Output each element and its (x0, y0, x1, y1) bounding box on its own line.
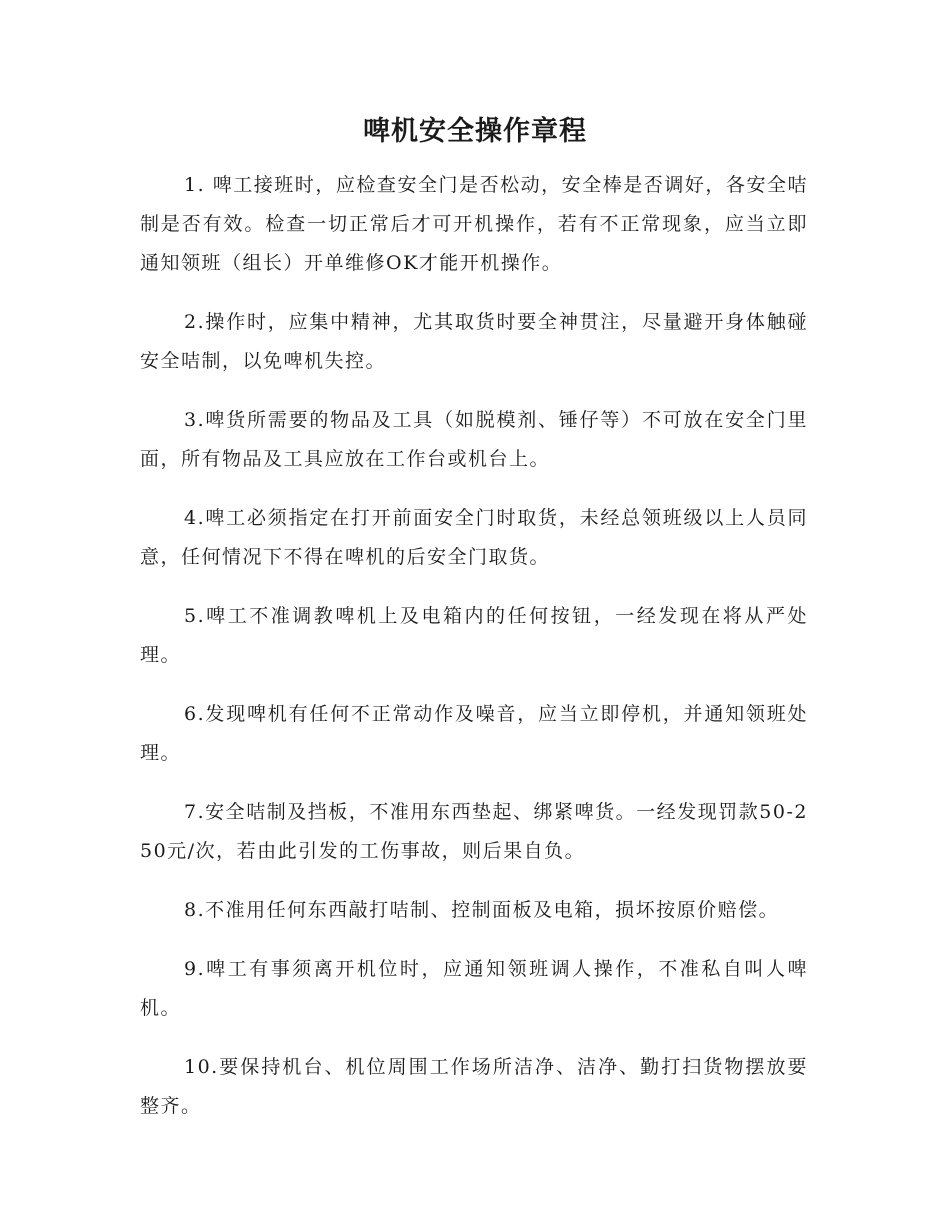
page-title: 啤机安全操作章程 (363, 116, 587, 147)
rule-paragraph-10: 10.要保持机台、机位周围工作场所洁净、洁净、勤打扫货物摆放要整齐。 (140, 1056, 808, 1117)
rule-paragraph-4: 4.啤工必须指定在打开前面安全门时取货，未经总领班级以上人员同意，任何情况下不得在啤机的后安全门取货。 (140, 507, 808, 568)
document-body (140, 166, 808, 1146)
rule-paragraph-2: 2.操作时，应集中精神，尤其取货时要全神贯注，尽量避开身体触碰安全咭制，以免啤机失控。 (140, 311, 808, 372)
rule-paragraph-1: 1. 啤工接班时，应检查安全门是否松动，安全棒是否调好，各安全咭制是否有效。检查一切正常后才可开机操作，若有不正常现象，应当立即通知领班（组长）开单维修OK才能开机操作。 (140, 174, 808, 274)
rule-paragraph-3: 3.啤货所需要的物品及工具（如脱模剂、锤仔等）不可放在安全门里面，所有物品及工具应放在工作台或机台上。 (140, 409, 808, 470)
rule-paragraph-5: 5.啤工不准调教啤机上及电箱内的任何按钮，一经发现在将从严处理。 (140, 605, 808, 666)
rule-paragraph-6: 6.发现啤机有任何不正常动作及噪音，应当立即停机，并通知领班处理。 (140, 703, 808, 764)
rule-paragraph-9: 9.啤工有事须离开机位时，应通知领班调人操作，不准私自叫人啤机。 (140, 958, 808, 1019)
rule-paragraph-7: 7.安全咭制及挡板，不准用东西垫起、绑紧啤货。一经发现罚款50-250元/次，若由此引发的工伤事故，则后果自负。 (140, 801, 808, 862)
rule-paragraph-8: 8.不准用任何东西敲打咭制、控制面板及电箱，损坏按原价赔偿。 (184, 899, 780, 921)
